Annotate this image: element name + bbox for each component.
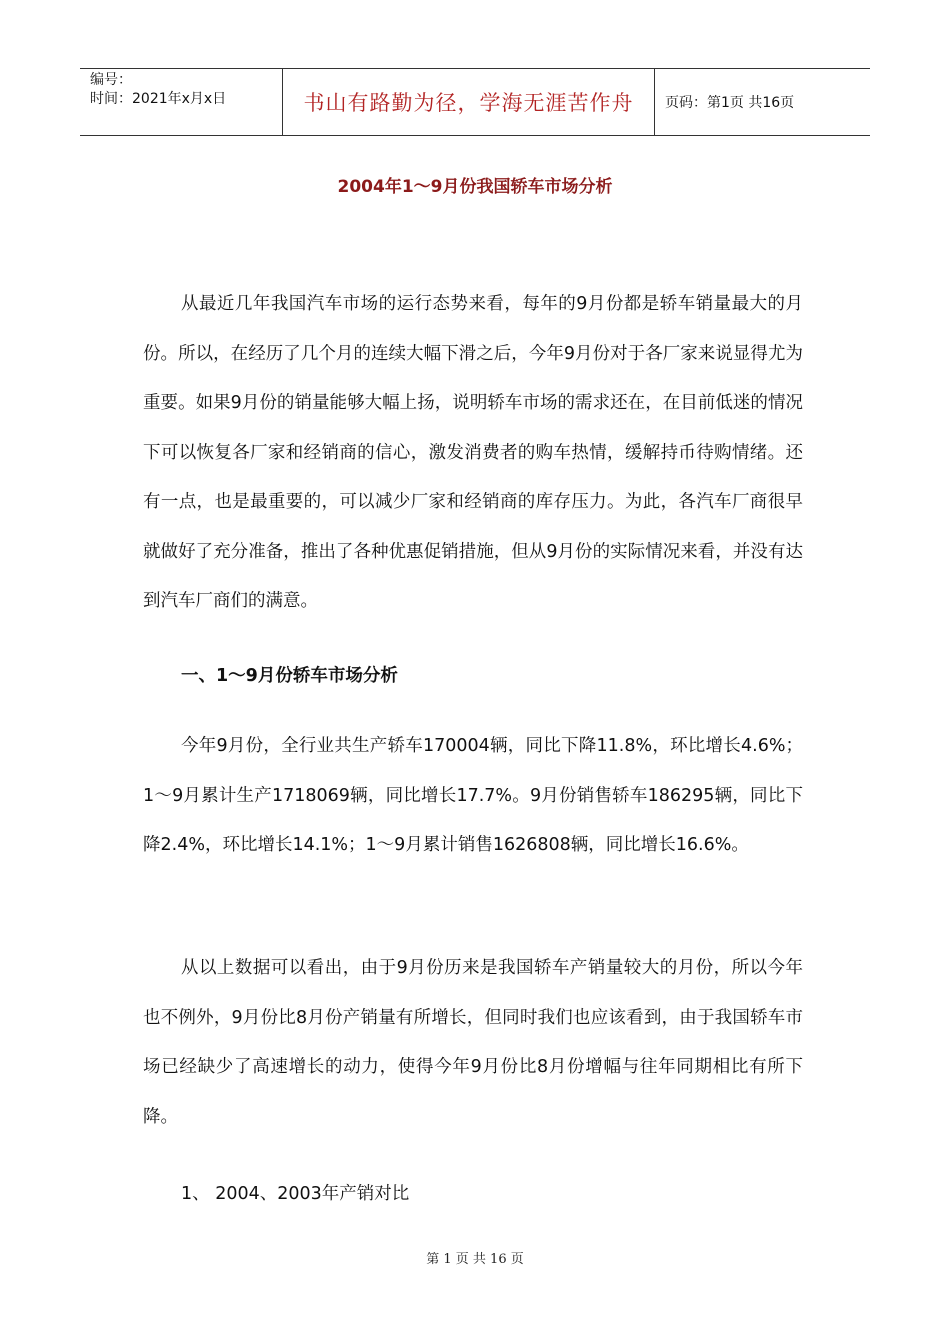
analysis-paragraph: 从以上数据可以看出，由于9月份历来是我国轿车产销量较大的月份，所以今年也不例外，9月份比8月份产销量有所增长，但同时我们也应该看到，由于我国轿车市场已经缺少了高速增长的动力，使得今年9月份比8月份增幅与往年同期相比有所下降。 (143, 958, 803, 1127)
motto: 书山有路勤为径，学海无涯苦作舟 (303, 91, 634, 115)
page-label: 页码：第1页 共16页 (665, 95, 795, 111)
header-page-cell (655, 69, 870, 135)
section-heading: 一、1～9月份轿车市场分析 (181, 666, 398, 686)
document-title: 2004年1～9月份我国轿车市场分析 (337, 177, 613, 197)
page-footer: 第 1 页 共 16 页 (426, 1252, 524, 1267)
subsection-heading: 1、 2004、2003年产销对比 (181, 1184, 410, 1204)
date-label: 时间：2021年x月x日 (90, 91, 227, 107)
page-header (80, 68, 870, 136)
header-meta (80, 69, 282, 135)
stats-paragraph: 今年9月份，全行业共生产轿车170004辆，同比下降11.8%，环比增长4.6%；1～9月累计生产1718069辆，同比增长17.7%。9月份销售轿车186295辆，同比下降2.4%，环比增长14.1%；1～9月累计销售1626808辆，同比增长16.6%。 (143, 736, 803, 855)
header-motto-cell (282, 69, 655, 135)
number-label: 编号： (90, 72, 132, 88)
intro-paragraph: 从最近几年我国汽车市场的运行态势来看，每年的9月份都是轿车销量最大的月份。所以，在经历了几个月的连续大幅下滑之后，今年9月份对于各厂家来说显得尤为重要。如果9月份的销量能够大幅上扬，说明轿车市场的需求还在，在目前低迷的情况下可以恢复各厂家和经销商的信心，激发消费者的购车热情，缓解持币待购情绪。还有一点，也是最重要的，可以减少厂家和经销商的库存压力。为此，各汽车厂商很早就做好了充分准备，推出了各种优惠促销措施，但从9月份的实际情况来看，并没有达到汽车厂商们的满意。 (143, 294, 803, 611)
